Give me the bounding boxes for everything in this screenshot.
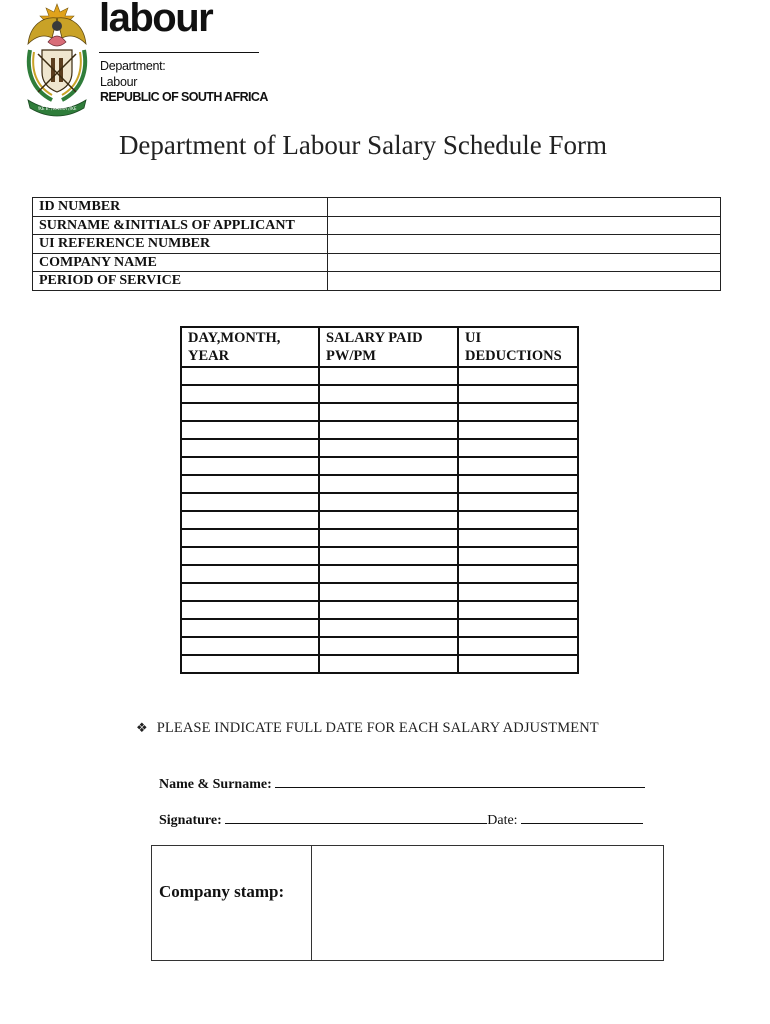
- cell-date[interactable]: [181, 529, 319, 547]
- cell-ui-deductions[interactable]: [458, 637, 578, 655]
- table-row: [181, 385, 578, 403]
- cell-salary-paid[interactable]: [319, 547, 458, 565]
- cell-ui-deductions[interactable]: [458, 421, 578, 439]
- table-header-row: [181, 327, 578, 367]
- cell-ui-deductions[interactable]: [458, 655, 578, 673]
- cell-ui-deductions[interactable]: [458, 529, 578, 547]
- cell-ui-deductions[interactable]: [458, 511, 578, 529]
- table-row: [181, 565, 578, 583]
- field-input-period-of-service[interactable]: [328, 272, 721, 291]
- company-stamp-box: [151, 845, 664, 961]
- cell-salary-paid[interactable]: [319, 583, 458, 601]
- cell-date[interactable]: [181, 619, 319, 637]
- cell-salary-paid[interactable]: [319, 493, 458, 511]
- table-row: [181, 619, 578, 637]
- field-input-surname-initials[interactable]: [328, 216, 721, 235]
- cell-ui-deductions[interactable]: [458, 457, 578, 475]
- table-row: [33, 198, 721, 217]
- cell-ui-deductions[interactable]: [458, 439, 578, 457]
- coat-of-arms-logo: [22, 0, 92, 118]
- stamp-divider: [311, 846, 312, 960]
- cell-ui-deductions[interactable]: [458, 367, 578, 385]
- cell-date[interactable]: [181, 565, 319, 583]
- cell-date[interactable]: [181, 601, 319, 619]
- signature-date-row: [159, 810, 643, 829]
- cell-ui-deductions[interactable]: [458, 583, 578, 601]
- brand-department-block: [100, 59, 268, 106]
- cell-salary-paid[interactable]: [319, 385, 458, 403]
- table-row: [181, 421, 578, 439]
- cell-salary-paid[interactable]: [319, 619, 458, 637]
- cell-salary-paid[interactable]: [319, 367, 458, 385]
- table-row: [181, 601, 578, 619]
- cell-date[interactable]: [181, 421, 319, 439]
- cell-ui-deductions[interactable]: [458, 403, 578, 421]
- cell-date[interactable]: [181, 403, 319, 421]
- name-surname-row: [159, 774, 645, 793]
- brand-divider: [99, 52, 259, 53]
- salary-schedule-table: [180, 326, 579, 674]
- brand-country: REPUBLIC OF SOUTH AFRICA: [100, 90, 268, 104]
- salary-table-body: [181, 367, 578, 673]
- cell-date[interactable]: [181, 637, 319, 655]
- field-label-surname-initials: SURNAME &INITIALS OF APPLICANT: [33, 216, 328, 235]
- cell-date[interactable]: [181, 439, 319, 457]
- cell-date[interactable]: [181, 385, 319, 403]
- bullet-diamond-icon: ❖: [136, 720, 148, 735]
- cell-ui-deductions[interactable]: [458, 547, 578, 565]
- brand-dept-label: Department:: [100, 59, 166, 73]
- column-header-date: DAY,MONTH, YEAR: [181, 327, 319, 367]
- cell-salary-paid[interactable]: [319, 565, 458, 583]
- table-row: [181, 637, 578, 655]
- cell-date[interactable]: [181, 511, 319, 529]
- signature-field[interactable]: [225, 810, 487, 824]
- table-row: [181, 583, 578, 601]
- name-surname-label: Name & Surname:: [159, 777, 272, 792]
- cell-salary-paid[interactable]: [319, 439, 458, 457]
- svg-text:!KE E: /XARRA //KE: !KE E: /XARRA //KE: [37, 106, 77, 111]
- field-input-ui-reference[interactable]: [328, 235, 721, 254]
- table-row: [181, 655, 578, 673]
- cell-salary-paid[interactable]: [319, 655, 458, 673]
- field-label-ui-reference: UI REFERENCE NUMBER: [33, 235, 328, 254]
- cell-ui-deductions[interactable]: [458, 619, 578, 637]
- brand-dept-name: Labour: [100, 74, 138, 89]
- field-label-id-number: ID NUMBER: [33, 198, 328, 217]
- table-row: [33, 235, 721, 254]
- cell-salary-paid[interactable]: [319, 475, 458, 493]
- cell-date[interactable]: [181, 493, 319, 511]
- cell-salary-paid[interactable]: [319, 457, 458, 475]
- cell-ui-deductions[interactable]: [458, 493, 578, 511]
- cell-date[interactable]: [181, 583, 319, 601]
- table-row: [33, 216, 721, 235]
- cell-ui-deductions[interactable]: [458, 385, 578, 403]
- column-header-salary-paid: SALARY PAID PW/PM: [319, 327, 458, 367]
- instruction-note-text: PLEASE INDICATE FULL DATE FOR EACH SALARY ADJUSTMENT: [156, 720, 599, 736]
- cell-salary-paid[interactable]: [319, 601, 458, 619]
- field-input-id-number[interactable]: [328, 198, 721, 217]
- cell-date[interactable]: [181, 475, 319, 493]
- cell-salary-paid[interactable]: [319, 403, 458, 421]
- cell-date[interactable]: [181, 367, 319, 385]
- table-row: [181, 403, 578, 421]
- table-row: [33, 253, 721, 272]
- coat-of-arms-icon: [22, 0, 92, 118]
- table-row: [181, 439, 578, 457]
- instruction-note: [136, 720, 599, 737]
- date-label: Date:: [487, 813, 518, 828]
- cell-salary-paid[interactable]: [319, 421, 458, 439]
- cell-ui-deductions[interactable]: [458, 601, 578, 619]
- cell-date[interactable]: [181, 547, 319, 565]
- table-row: [181, 511, 578, 529]
- page-title: Department of Labour Salary Schedule Form: [118, 130, 608, 160]
- applicant-info-table: [32, 197, 721, 291]
- cell-salary-paid[interactable]: [319, 511, 458, 529]
- column-header-ui-deductions: UI DEDUCTIONS: [458, 327, 578, 367]
- field-label-period-of-service: PERIOD OF SERVICE: [33, 272, 328, 291]
- table-row: [181, 529, 578, 547]
- date-field[interactable]: [521, 810, 643, 824]
- field-label-company-name: COMPANY NAME: [33, 253, 328, 272]
- table-row: [181, 367, 578, 385]
- signature-label: Signature:: [159, 813, 222, 828]
- cell-ui-deductions[interactable]: [458, 475, 578, 493]
- table-row: [181, 547, 578, 565]
- field-input-company-name[interactable]: [328, 253, 721, 272]
- table-row: [181, 457, 578, 475]
- cell-date[interactable]: [181, 655, 319, 673]
- table-row: [181, 493, 578, 511]
- name-surname-field[interactable]: [275, 774, 645, 788]
- cell-salary-paid[interactable]: [319, 529, 458, 547]
- cell-date[interactable]: [181, 457, 319, 475]
- cell-salary-paid[interactable]: [319, 637, 458, 655]
- brand-wordmark: labour: [99, 0, 213, 40]
- company-stamp-label: Company stamp:: [159, 882, 285, 901]
- cell-ui-deductions[interactable]: [458, 565, 578, 583]
- table-row: [33, 272, 721, 291]
- table-row: [181, 475, 578, 493]
